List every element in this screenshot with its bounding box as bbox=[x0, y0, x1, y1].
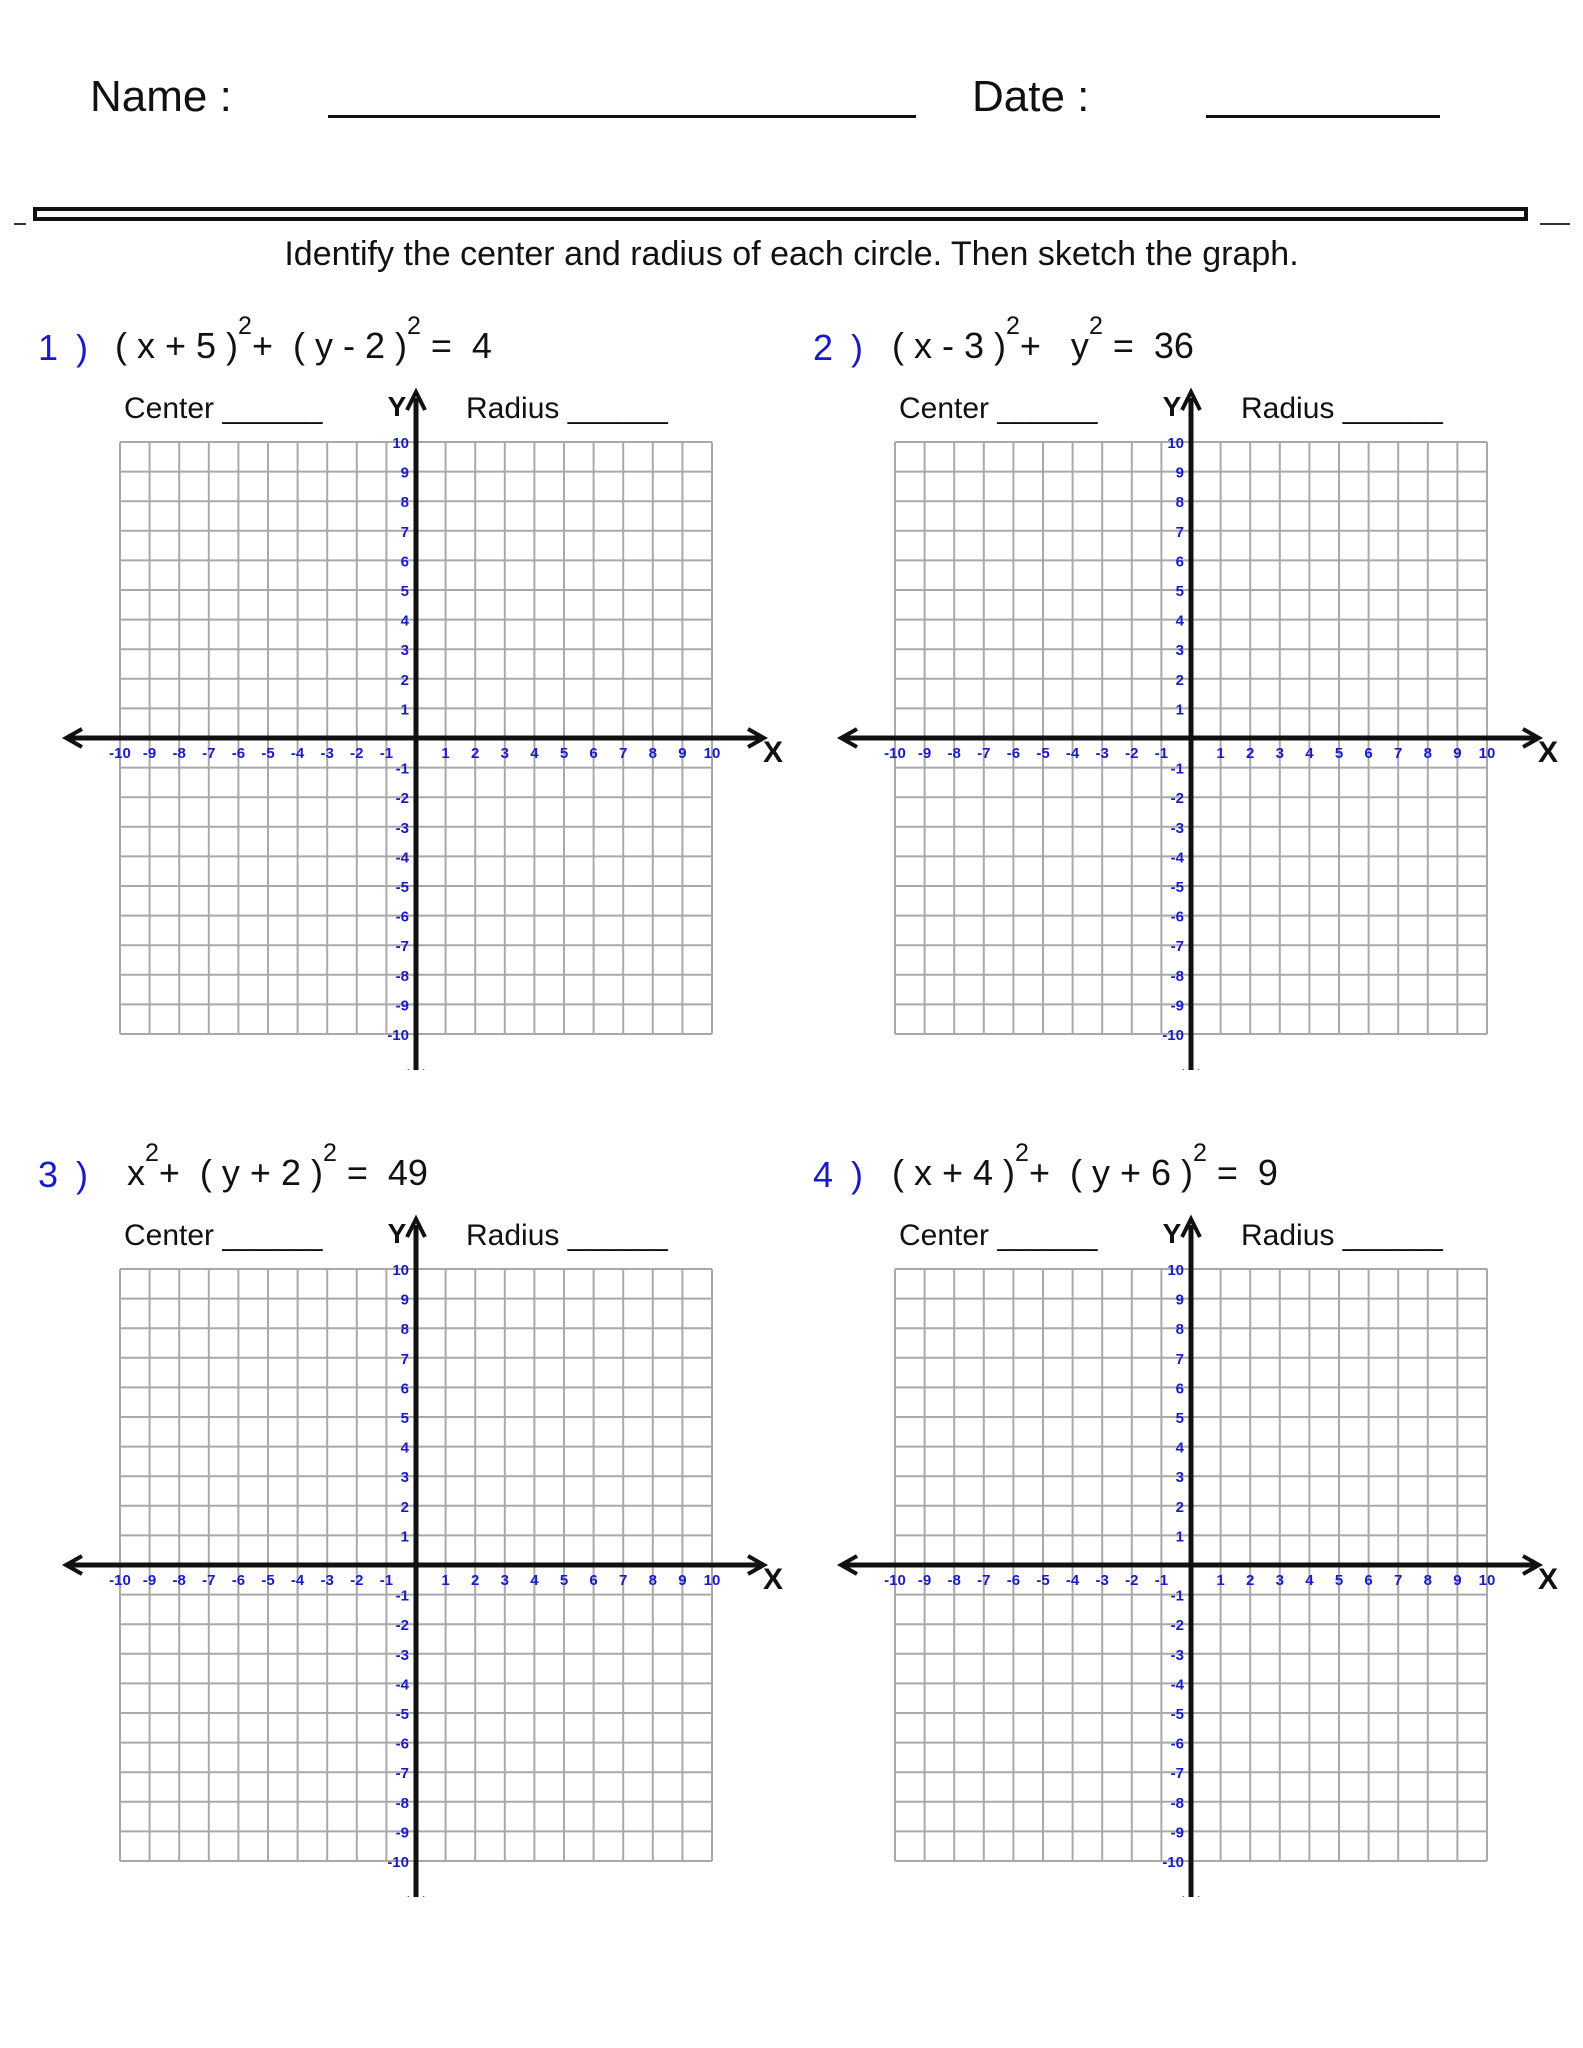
y-tick-label: 5 bbox=[400, 1410, 409, 1427]
y-tick-label: -8 bbox=[395, 1794, 409, 1812]
y-tick-label: 4 bbox=[400, 612, 409, 630]
y-tick-label: 2 bbox=[400, 1498, 409, 1516]
x-tick-label: -2 bbox=[350, 1572, 364, 1589]
y-tick-label: -6 bbox=[1170, 1735, 1184, 1753]
x-tick-label: -10 bbox=[109, 745, 131, 762]
y-tick-label: 3 bbox=[400, 642, 409, 660]
x-tick-label: -5 bbox=[1036, 745, 1050, 762]
problem-equation: ( x - 3 )$^2+ y^2 = 36$ bbox=[892, 312, 1194, 366]
instructions: Identify the center and radius of each circle. Then sketch the graph. bbox=[284, 235, 1299, 273]
x-tick-label: -9 bbox=[142, 745, 157, 762]
y-tick-label: 10 bbox=[1167, 1262, 1184, 1279]
date-answer-line[interactable] bbox=[1206, 115, 1440, 118]
y-tick-label: -9 bbox=[395, 1824, 409, 1842]
x-tick-label: -10 bbox=[884, 745, 906, 762]
y-tick-label: -5 bbox=[395, 879, 409, 896]
x-tick-label: 5 bbox=[1334, 1572, 1344, 1589]
radius-answer-field[interactable]: Radius ______ bbox=[1241, 392, 1443, 425]
y-tick-label: 9 bbox=[1175, 464, 1184, 482]
x-tick-label: -7 bbox=[202, 745, 216, 762]
x-tick-label: 3 bbox=[1275, 1572, 1284, 1589]
x-tick-label: -1 bbox=[379, 745, 394, 762]
y-tick-label: 9 bbox=[1175, 1291, 1184, 1309]
separator-tick-left bbox=[14, 223, 26, 225]
y-tick-label: -3 bbox=[1170, 1646, 1184, 1664]
y-tick-label: 4 bbox=[1175, 1439, 1184, 1457]
y-tick-label: 1 bbox=[1175, 1528, 1184, 1546]
y-tick-label: -2 bbox=[395, 790, 409, 808]
problem-3 bbox=[0, 1097, 790, 1897]
y-tick-label: -2 bbox=[1170, 1617, 1184, 1635]
radius-answer-field[interactable]: Radius ______ bbox=[1241, 1219, 1443, 1252]
y-tick-label: -9 bbox=[1170, 997, 1184, 1015]
y-tick-label: 6 bbox=[1175, 1380, 1184, 1398]
y-tick-label: -1 bbox=[395, 1587, 409, 1605]
y-tick-label: 10 bbox=[392, 435, 409, 452]
problem-number: 3 ) bbox=[38, 1154, 93, 1195]
x-tick-label: 6 bbox=[1364, 1572, 1373, 1589]
x-tick-label: -2 bbox=[350, 745, 364, 762]
x-tick-label: -4 bbox=[1065, 1572, 1080, 1589]
y-tick-label: -10 bbox=[1162, 1854, 1184, 1871]
x-tick-label: 5 bbox=[1334, 745, 1344, 762]
y-tick-label: 2 bbox=[1175, 671, 1184, 689]
y-tick-label: -5 bbox=[1170, 1706, 1184, 1723]
y-axis-label: Y bbox=[1162, 391, 1182, 422]
y-tick-label: -8 bbox=[1170, 967, 1184, 985]
x-tick-label: -1 bbox=[1154, 745, 1169, 762]
x-tick-label: -4 bbox=[290, 745, 305, 762]
y-tick-label: 7 bbox=[1175, 523, 1184, 541]
center-answer-field[interactable]: Center ______ bbox=[124, 1219, 323, 1252]
x-tick-label: -1 bbox=[1154, 1572, 1169, 1589]
y-tick-label: -1 bbox=[395, 760, 409, 778]
y-tick-label: 4 bbox=[400, 1439, 409, 1457]
y-tick-label: 3 bbox=[400, 1469, 409, 1487]
x-tick-label: 9 bbox=[1453, 1572, 1462, 1589]
y-tick-label: 5 bbox=[1175, 583, 1184, 600]
x-tick-label: -5 bbox=[261, 1572, 275, 1589]
y-tick-label: -4 bbox=[1170, 849, 1184, 867]
y-tick-label: 8 bbox=[400, 1321, 409, 1339]
problem-equation: ( x + 5 )$^2$+ ( y - 2 )$^2$ = 4 bbox=[115, 312, 492, 366]
x-tick-label: -8 bbox=[947, 1572, 961, 1589]
radius-answer-field[interactable]: Radius ______ bbox=[466, 1219, 668, 1252]
x-tick-label: 2 bbox=[471, 745, 480, 762]
date-label: Date : bbox=[972, 72, 1090, 121]
x-tick-label: 3 bbox=[500, 1572, 509, 1589]
y-tick-label: -4 bbox=[395, 849, 409, 867]
x-tick-label: 4 bbox=[530, 745, 539, 762]
x-axis-label: X bbox=[762, 1563, 784, 1596]
x-tick-label: -4 bbox=[290, 1572, 305, 1589]
y-tick-label: -4 bbox=[1170, 1676, 1184, 1694]
y-tick-label: -2 bbox=[1170, 790, 1184, 808]
x-tick-label: 4 bbox=[530, 1572, 539, 1589]
y-tick-label: -7 bbox=[395, 938, 409, 956]
x-tick-label: -9 bbox=[917, 1572, 932, 1589]
y-tick-label: 9 bbox=[400, 1291, 409, 1309]
x-tick-label: 5 bbox=[559, 1572, 569, 1589]
x-tick-label: 6 bbox=[589, 1572, 598, 1589]
y-tick-label: 7 bbox=[400, 523, 409, 541]
x-tick-label: 10 bbox=[703, 1572, 721, 1589]
x-tick-label: 1 bbox=[441, 1572, 450, 1589]
x-tick-label: 8 bbox=[1423, 745, 1432, 762]
problem-number: 2 ) bbox=[813, 327, 868, 368]
x-tick-label: -4 bbox=[1065, 745, 1080, 762]
problem-equation: $x^2+$ ( y + 2 )$^2$ = 49 bbox=[127, 1139, 428, 1193]
x-tick-label: -7 bbox=[202, 1572, 216, 1589]
separator-tick-right bbox=[1540, 223, 1570, 225]
x-tick-label: -9 bbox=[142, 1572, 157, 1589]
x-tick-label: -10 bbox=[109, 1572, 131, 1589]
x-tick-label: -3 bbox=[320, 745, 334, 762]
y-tick-label: 3 bbox=[1175, 1469, 1184, 1487]
x-tick-label: 7 bbox=[1394, 745, 1403, 762]
x-tick-label: 6 bbox=[589, 745, 598, 762]
y-tick-label: -2 bbox=[395, 1617, 409, 1635]
y-tick-label: -6 bbox=[395, 1735, 409, 1753]
x-tick-label: -1 bbox=[379, 1572, 394, 1589]
y-tick-label: -10 bbox=[387, 1027, 409, 1044]
x-tick-label: 1 bbox=[1216, 745, 1225, 762]
x-tick-label: 10 bbox=[1478, 745, 1496, 762]
x-tick-label: 8 bbox=[1423, 1572, 1432, 1589]
problem-4 bbox=[775, 1097, 1565, 1897]
x-tick-label: 10 bbox=[703, 745, 721, 762]
x-tick-label: 1 bbox=[1216, 1572, 1225, 1589]
x-tick-label: 2 bbox=[1246, 745, 1255, 762]
y-tick-label: -9 bbox=[1170, 1824, 1184, 1842]
problem-number: 4 ) bbox=[813, 1154, 868, 1195]
y-axis-label: Y bbox=[387, 391, 407, 422]
y-tick-label: 1 bbox=[400, 701, 409, 719]
y-tick-label: -6 bbox=[395, 908, 409, 926]
y-tick-label: -8 bbox=[395, 967, 409, 985]
problem-1 bbox=[0, 270, 790, 1070]
x-tick-label: -5 bbox=[261, 745, 275, 762]
y-tick-label: -9 bbox=[395, 997, 409, 1015]
y-tick-label: -3 bbox=[395, 1646, 409, 1664]
y-tick-label: 7 bbox=[1175, 1350, 1184, 1368]
x-tick-label: -2 bbox=[1125, 745, 1139, 762]
x-tick-label: -5 bbox=[1036, 1572, 1050, 1589]
x-tick-label: -6 bbox=[231, 1572, 246, 1589]
coordinate-grid[interactable] bbox=[0, 270, 790, 1070]
x-tick-label: 4 bbox=[1305, 745, 1314, 762]
y-tick-label: 1 bbox=[1175, 701, 1184, 719]
y-tick-label: 6 bbox=[400, 1380, 409, 1398]
x-tick-label: 9 bbox=[678, 1572, 687, 1589]
x-tick-label: 7 bbox=[1394, 1572, 1403, 1589]
y-tick-label: 8 bbox=[1175, 1321, 1184, 1339]
coordinate-grid[interactable] bbox=[775, 270, 1565, 1070]
y-axis-label: Y bbox=[1162, 1218, 1182, 1249]
y-tick-label: 2 bbox=[400, 671, 409, 689]
x-tick-label: 2 bbox=[471, 1572, 480, 1589]
separator-bar bbox=[33, 207, 1528, 221]
x-tick-label: -10 bbox=[884, 1572, 906, 1589]
problem-number: 1 ) bbox=[38, 327, 93, 368]
x-tick-label: -3 bbox=[1095, 745, 1109, 762]
x-tick-label: 1 bbox=[441, 745, 450, 762]
y-tick-label: -10 bbox=[1162, 1027, 1184, 1044]
x-tick-label: 8 bbox=[648, 1572, 657, 1589]
x-tick-label: 7 bbox=[619, 745, 628, 762]
x-tick-label: 7 bbox=[619, 1572, 628, 1589]
y-tick-label: -1 bbox=[1170, 760, 1184, 778]
center-answer-field[interactable]: Center ______ bbox=[899, 392, 1098, 425]
y-tick-label: -3 bbox=[395, 819, 409, 837]
x-tick-label: 9 bbox=[1453, 745, 1462, 762]
x-tick-label: 10 bbox=[1478, 1572, 1496, 1589]
y-tick-label: -4 bbox=[395, 1676, 409, 1694]
y-tick-label: -10 bbox=[387, 1854, 409, 1871]
y-tick-label: 9 bbox=[400, 464, 409, 482]
y-tick-label: 2 bbox=[1175, 1498, 1184, 1516]
y-tick-label: 6 bbox=[1175, 553, 1184, 571]
x-tick-label: -9 bbox=[917, 745, 932, 762]
center-answer-field[interactable]: Center ______ bbox=[899, 1219, 1098, 1252]
coordinate-grid[interactable] bbox=[0, 1097, 790, 1897]
y-tick-label: -6 bbox=[1170, 908, 1184, 926]
y-tick-label: 6 bbox=[400, 553, 409, 571]
x-tick-label: 3 bbox=[1275, 745, 1284, 762]
name-label: Name : bbox=[90, 72, 232, 121]
y-tick-label: 10 bbox=[392, 1262, 409, 1279]
y-tick-label: -1 bbox=[1170, 1587, 1184, 1605]
x-tick-label: 6 bbox=[1364, 745, 1373, 762]
x-tick-label: -8 bbox=[172, 1572, 186, 1589]
y-tick-label: 1 bbox=[400, 1528, 409, 1546]
x-tick-label: -6 bbox=[1006, 1572, 1021, 1589]
y-tick-label: 8 bbox=[400, 494, 409, 512]
radius-answer-field[interactable]: Radius ______ bbox=[466, 392, 668, 425]
y-tick-label: -5 bbox=[395, 1706, 409, 1723]
y-tick-label: -8 bbox=[1170, 1794, 1184, 1812]
y-tick-label: 4 bbox=[1175, 612, 1184, 630]
problem-2 bbox=[775, 270, 1565, 1070]
x-tick-label: -7 bbox=[977, 1572, 991, 1589]
y-axis-label: Y bbox=[387, 1218, 407, 1249]
x-tick-label: -3 bbox=[1095, 1572, 1109, 1589]
x-tick-label: -8 bbox=[172, 745, 186, 762]
center-answer-field[interactable]: Center ______ bbox=[124, 392, 323, 425]
x-axis-label: X bbox=[1537, 1563, 1559, 1596]
y-tick-label: 5 bbox=[400, 583, 409, 600]
x-tick-label: 5 bbox=[559, 745, 569, 762]
y-tick-label: -3 bbox=[1170, 819, 1184, 837]
y-tick-label: 3 bbox=[1175, 642, 1184, 660]
x-tick-label: 9 bbox=[678, 745, 687, 762]
x-tick-label: -8 bbox=[947, 745, 961, 762]
x-tick-label: 2 bbox=[1246, 1572, 1255, 1589]
y-tick-label: -5 bbox=[1170, 879, 1184, 896]
x-tick-label: -7 bbox=[977, 745, 991, 762]
y-tick-label: -7 bbox=[1170, 938, 1184, 956]
y-tick-label: 5 bbox=[1175, 1410, 1184, 1427]
y-tick-label: -7 bbox=[395, 1765, 409, 1783]
x-tick-label: 3 bbox=[500, 745, 509, 762]
y-tick-label: 8 bbox=[1175, 494, 1184, 512]
x-tick-label: -6 bbox=[1006, 745, 1021, 762]
name-answer-line[interactable] bbox=[328, 115, 916, 118]
y-tick-label: 7 bbox=[400, 1350, 409, 1368]
x-tick-label: 4 bbox=[1305, 1572, 1314, 1589]
x-tick-label: -3 bbox=[320, 1572, 334, 1589]
x-tick-label: -2 bbox=[1125, 1572, 1139, 1589]
x-tick-label: -6 bbox=[231, 745, 246, 762]
x-axis-label: X bbox=[762, 736, 784, 769]
y-tick-label: -7 bbox=[1170, 1765, 1184, 1783]
problem-equation: ( x + 4 )$^2$+ ( y + 6 )$^2$ = 9 bbox=[892, 1139, 1278, 1193]
x-axis-label: X bbox=[1537, 736, 1559, 769]
coordinate-grid[interactable] bbox=[775, 1097, 1565, 1897]
y-tick-label: 10 bbox=[1167, 435, 1184, 452]
x-tick-label: 8 bbox=[648, 745, 657, 762]
